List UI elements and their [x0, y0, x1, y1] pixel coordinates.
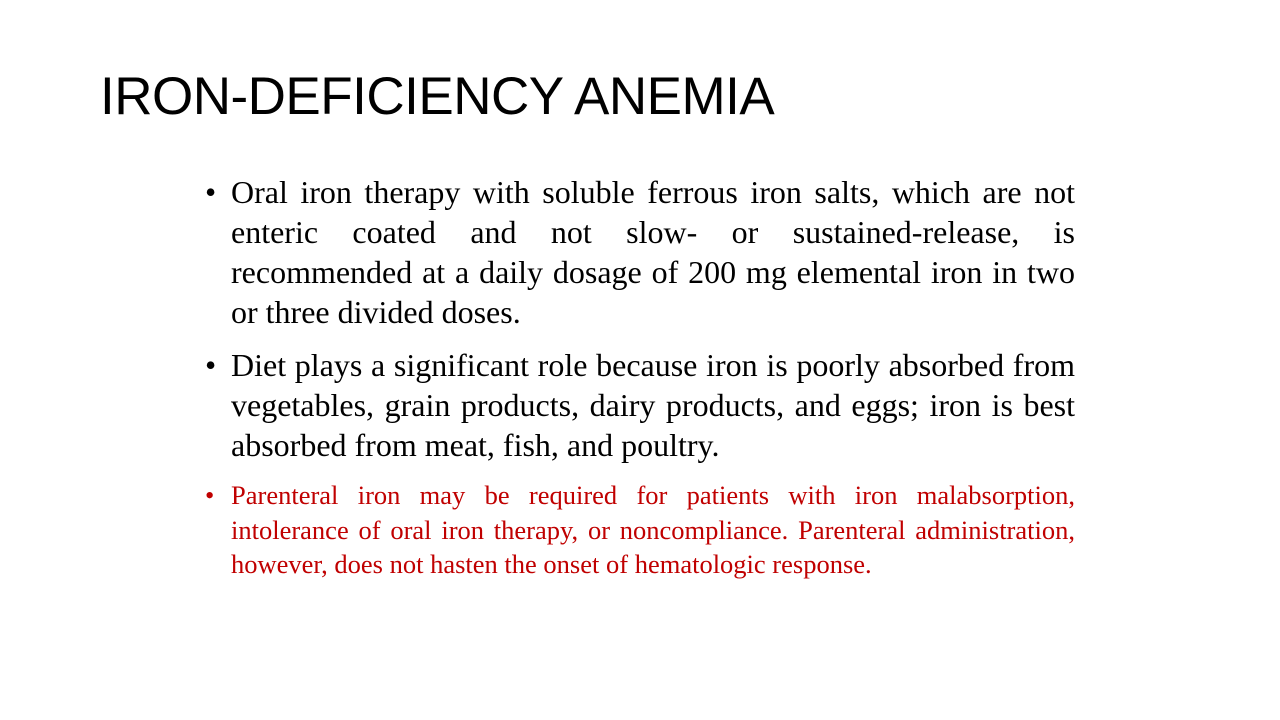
bullet-dot-icon: • — [205, 347, 217, 383]
bullet-dot-icon: • — [205, 480, 215, 510]
bullet-dot-icon: • — [205, 174, 217, 210]
bullet-item-oral-iron — [205, 172, 1075, 332]
bullet-text: Diet plays a significant role because iron is poorly absorbed from vegetables, grain products, dairy products, and eggs; iron is best absorbed from meat, fish, and poultry. — [231, 347, 1075, 463]
bullet-text: Oral iron therapy with soluble ferrous iron salts, which are not enteric coated and not slow- or sustained-release, is recommended at a daily dosage of 200 mg elemental iron in two or three divided doses. — [231, 174, 1075, 330]
bullet-list — [205, 172, 1075, 582]
bullet-item-parenteral-iron — [205, 478, 1075, 582]
bullet-text: Parenteral iron may be required for patients with iron malabsorption, intolerance of oral iron therapy, or noncompliance. Parenteral administration, however, does not hasten the onset of hematologic response. — [231, 480, 1075, 579]
slide-title: IRON-DEFICIENCY ANEMIA — [100, 67, 775, 126]
bullet-item-diet — [205, 345, 1075, 465]
